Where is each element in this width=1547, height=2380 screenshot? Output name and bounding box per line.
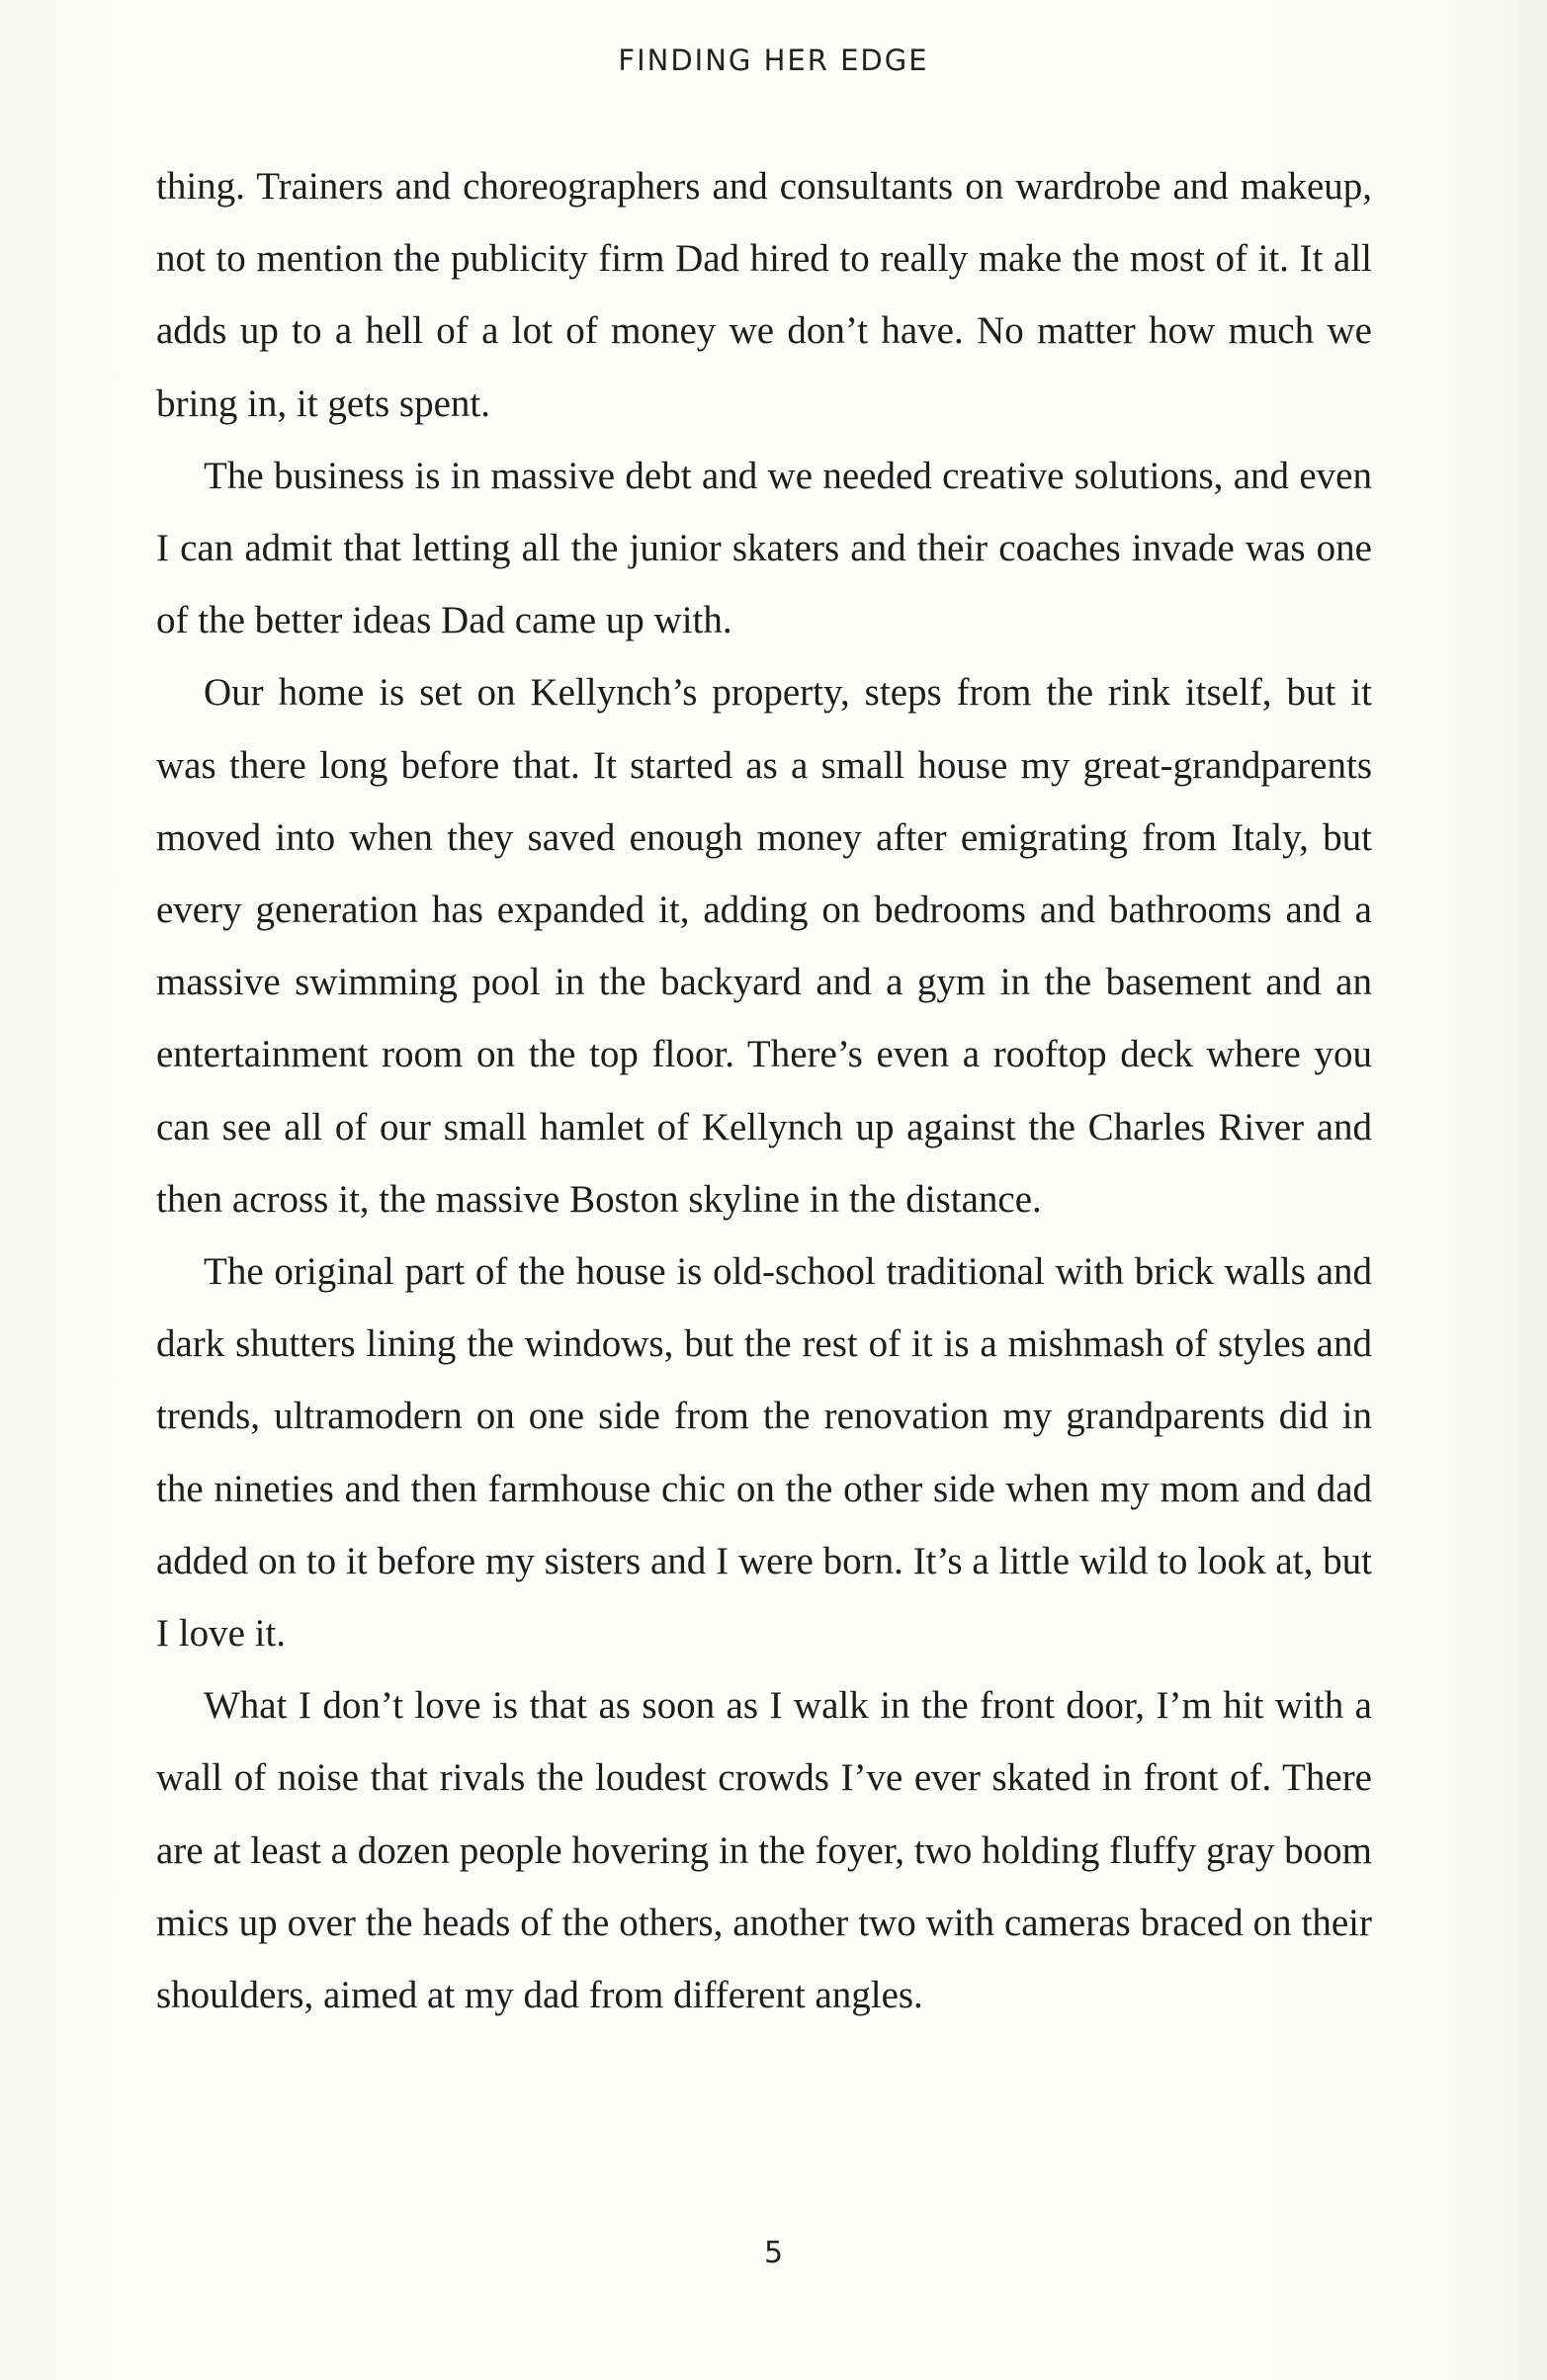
- paragraph: The business is in massive debt and we needed creative solutions, and even I can admit that letting all the junior skaters and their coaches invade was one of the better ideas Dad came up with.: [156, 454, 1372, 642]
- paragraph-continued: thing. Trainers and choreographers and consultants on wardrobe and makeup, not to mention the publicity firm Dad hired to really make the most of it. It all adds up to a hell of a lot of money we don’t have. No matter how much we bring in, it gets spent.: [156, 165, 1372, 425]
- paragraph: The original part of the house is old-school traditional with brick walls and dark shutters lining the windows, but the rest of it is a mishmash of styles and trends, ultramodern on one side from the renovation my grandparents did in the nineties and then farmhouse chic on the other side when my mom and dad added on to it before my sisters and I were born. It’s a little wild to look at, but I love it.: [156, 1250, 1372, 1656]
- paragraph: Our home is set on Kellynch’s property, steps from the rink itself, but it was there long before that. It started as a small house my great-grandparents moved into when they saved enough money after emigrating from Italy, but every generation has expanded it, adding on bedrooms and bathrooms and a massive swimming pool in the backyard and a gym in the basement and an entertainment room on the top floor. There’s even a rooftop deck where you can see all of our small hamlet of Kellynch up against the Charles River and then across it, the massive Boston skyline in the distance.: [156, 671, 1372, 1221]
- paragraph: What I don’t love is that as soon as I walk in the front door, I’m hit with a wall of noise that rivals the loudest crowds I’ve ever skated in front of. There are at least a dozen people hovering in the foyer, two holding fluffy gray boom mics up over the heads of the others, another two with cameras braced on their shoulders, aimed at my dad from different angles.: [156, 1684, 1372, 2017]
- page-number: 5: [763, 2236, 784, 2270]
- running-head: FINDING HER EDGE: [618, 43, 929, 77]
- body-text: [156, 150, 1372, 2031]
